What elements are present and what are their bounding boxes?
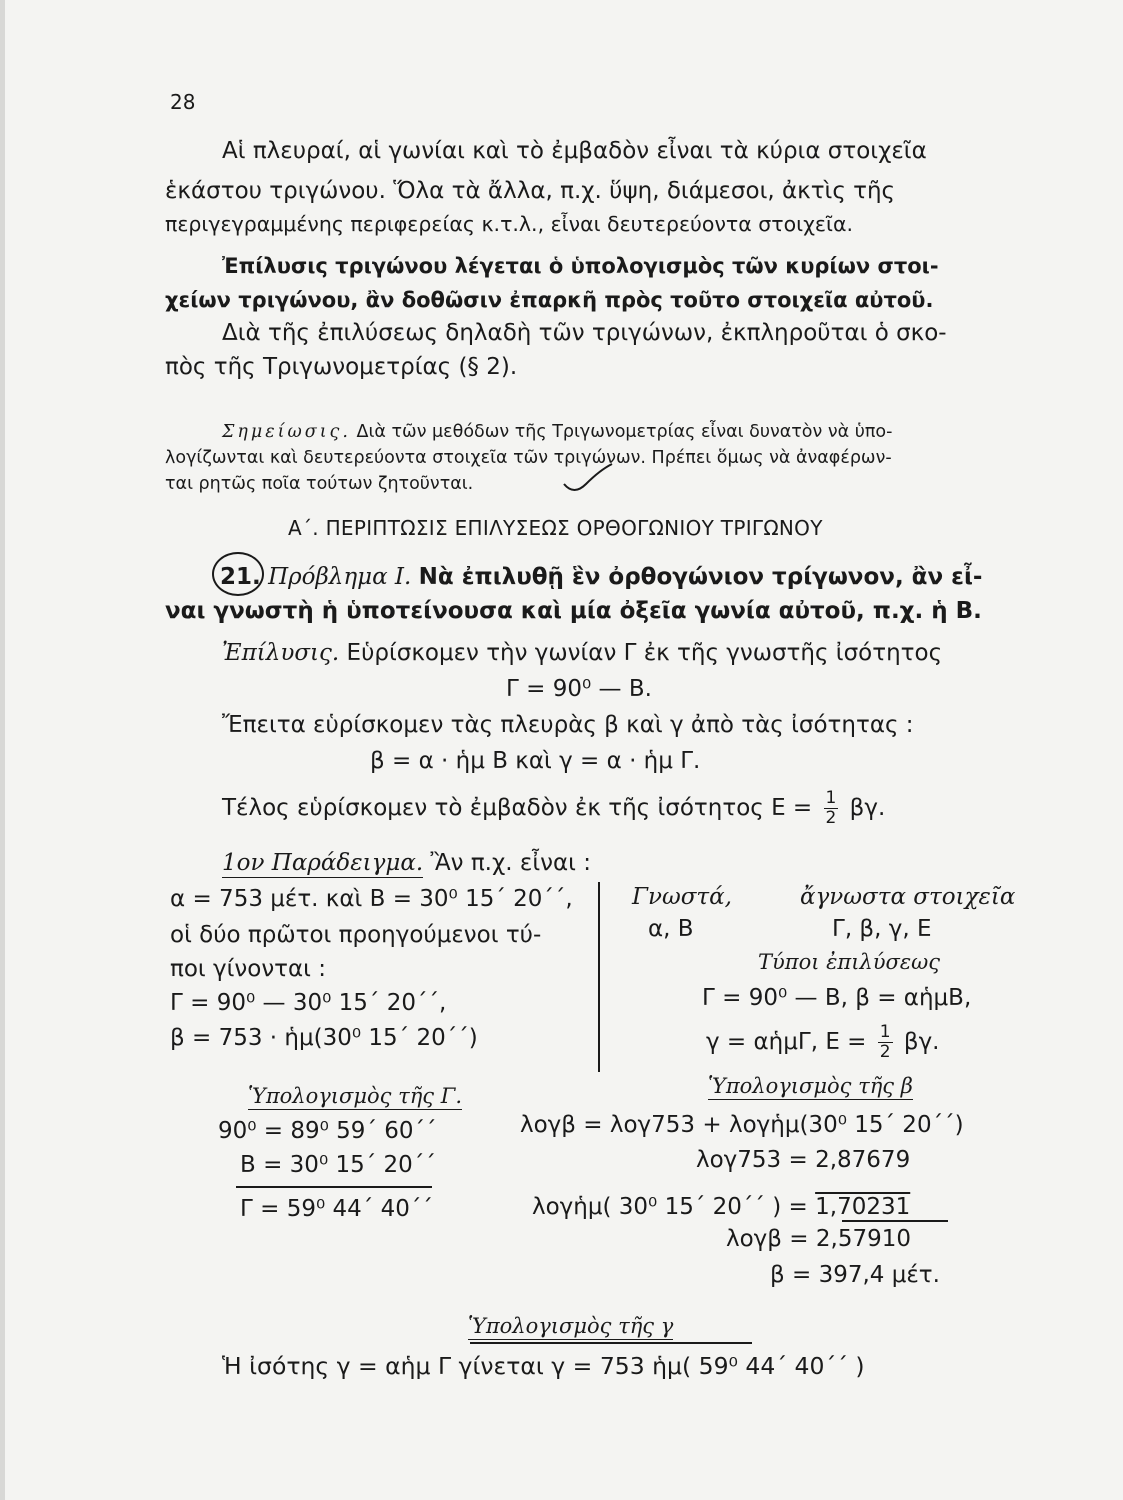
formula-2-text: γ = αἡμΓ, Ε =	[706, 1029, 867, 1055]
intro-line-2: ἑκάστου τριγώνου. Ὅλα τὰ ἄλλα, π.χ. ὕψη, διάμεσοι, ἀκτὶς τῆς	[165, 178, 896, 204]
area-tail: βγ.	[849, 795, 886, 821]
calc-beta-result: β = 397,4 μέτ.	[770, 1262, 940, 1288]
formula-2	[706, 1024, 940, 1061]
example-left-5: β = 753 · ἡμ(30⁰ 15΄ 20΄΄)	[170, 1025, 478, 1051]
solution-line-1	[222, 640, 942, 666]
area-fraction-denominator: 2	[825, 808, 837, 828]
section-heading: Α΄. ΠΕΡΙΠΤΩΣΙΣ ΕΠΙΛΥΣΕΩΣ ΟΡΘΟΓΩΝΙΟΥ ΤΡΙΓΩΝΟΥ	[288, 516, 823, 540]
note-line-2: λογίζωνται καὶ δευτερεύοντα στοιχεῖα τῶν τριγώνων. Πρέπει ὅμως νὰ ἀναφέρων-	[165, 448, 892, 468]
calc-beta-row-4-label: λογβ =	[726, 1226, 809, 1252]
calc-beta-row-3-label: λογἡμ( 30⁰ 15΄ 20΄΄ ) =	[532, 1194, 808, 1220]
problem-label: Πρόβλημα Ι.	[268, 564, 412, 590]
calc-beta-row-4	[726, 1226, 911, 1252]
calc-gamma-angle-row-3: Γ = 59⁰ 44΄ 40΄΄	[240, 1196, 433, 1222]
calc-gamma-angle-row-2: Β = 30⁰ 15΄ 20΄΄	[240, 1152, 436, 1178]
calc-beta-row-1: λογβ = λογ753 + λογἡμ(30⁰ 15΄ 20΄΄)	[520, 1112, 964, 1138]
example-header	[222, 850, 591, 876]
formula-2-denominator: 2	[879, 1042, 891, 1062]
calc-gamma-side-header-rule	[470, 1342, 752, 1344]
solution-line-3	[222, 790, 885, 827]
formulas-header: Τύποι ἐπιλύσεως	[758, 950, 940, 974]
formula-1: Γ = 90⁰ — Β, β = αἡμΒ,	[702, 985, 972, 1011]
calc-beta-sum-line	[842, 1220, 948, 1222]
purpose-line-1: Διὰ τῆς ἐπιλύσεως δηλαδὴ τῶν τριγώνων, ἐκπληροῦται ὁ σκο-	[222, 320, 947, 346]
note-text-1: Διὰ τῶν μεθόδων τῆς Τριγωνομετρίας εἶναι δυνατὸν νὰ ὑπο-	[356, 422, 893, 442]
equation-sides: β = α · ἡμ Β καὶ γ = α · ἡμ Γ.	[370, 748, 701, 774]
purpose-line-2: πὸς τῆς Τριγωνομετρίας (§ 2).	[165, 354, 518, 380]
calc-gamma-angle-row-1: 90⁰ = 89⁰ 59΄ 60΄΄	[218, 1118, 437, 1144]
calc-beta-row-3	[532, 1194, 910, 1220]
equation-gamma-angle: Γ = 90⁰ — Β.	[506, 676, 652, 702]
example-left-1: α = 753 μέτ. καὶ Β = 30⁰ 15΄ 20΄΄,	[170, 886, 573, 912]
known-values: α, Β	[648, 916, 694, 942]
example-left-2: οἱ δύο πρῶτοι προηγούμενοι τύ-	[170, 922, 542, 948]
solution-line-2: Ἔπειτα εὑρίσκομεν τὰς πλευρὰς β καὶ γ ἀπὸ τὰς ἰσότητας :	[222, 712, 914, 738]
formula-2-tail: βγ.	[903, 1029, 940, 1055]
page-edge-shadow	[0, 0, 5, 1500]
problem-text-1: Νὰ ἐπιλυθῇ ἓν ὀρθογώνιον τρίγωνον, ἂν εἶ-	[418, 564, 983, 590]
example-label-tail: Ἂν π.χ. εἶναι :	[430, 850, 591, 876]
note-line-1	[222, 422, 892, 442]
intro-line-3: περιγεγραμμένης περιφερείας κ.τ.λ., εἶναι δευτερεύοντα στοιχεῖα.	[165, 212, 853, 236]
calc-gamma-side-line: Ἡ ἰσότης γ = αἡμ Γ γίνεται γ = 753 ἡμ( 59⁰ 44΄ 40΄΄ )	[222, 1352, 865, 1380]
intro-line-1: Αἱ πλευραί, αἱ γωνίαι καὶ τὸ ἐμβαδὸν εἶναι τὰ κύρια στοιχεῖα	[222, 138, 927, 164]
problem-number: 21.	[220, 564, 261, 590]
page-number: 28	[170, 90, 196, 114]
area-fraction-numerator: 1	[825, 788, 837, 808]
problem-line-2: ναι γνωστὴ ἡ ὑποτείνουσα καὶ μία ὀξεῖα γωνία αὐτοῦ, π.χ. ἡ Β.	[165, 598, 982, 624]
definition-line-1: Ἐπίλυσις τριγώνου λέγεται ὁ ὑπολογισμὸς τῶν κυρίων στοι-	[222, 254, 939, 278]
note-label: Σημείωσις.	[222, 422, 351, 442]
unknown-values: Γ, β, γ, Ε	[832, 916, 932, 942]
area-fraction	[824, 790, 839, 827]
example-column-divider	[598, 882, 600, 1072]
known-header: Γνωστά,	[632, 884, 732, 910]
area-text: Τέλος εὑρίσκομεν τὸ ἐμβαδὸν ἐκ τῆς ἰσότητος Ε =	[222, 795, 813, 821]
calc-gamma-side-header: Ὑπολογισμὸς τῆς γ	[468, 1314, 674, 1338]
calc-beta-header: Ὑπολογισμὸς τῆς β	[708, 1074, 913, 1098]
handwritten-check-icon	[560, 462, 620, 494]
calc-beta-row-3-value: 1,70231	[815, 1194, 911, 1220]
solution-label: Ἐπίλυσις.	[222, 640, 340, 666]
formula-2-numerator: 1	[879, 1022, 891, 1042]
solution-text-1: Εὑρίσκομεν τὴν γωνίαν Γ ἐκ τῆς γνωστῆς ἰσότητος	[346, 640, 943, 666]
calc-gamma-angle-sum-line	[236, 1186, 432, 1188]
note-line-3: ται ρητῶς ποῖα τούτων ζητοῦνται.	[165, 474, 474, 494]
formula-2-fraction	[878, 1024, 893, 1061]
calc-beta-row-4-value: 2,57910	[815, 1226, 911, 1252]
calc-gamma-angle-header: Ὑπολογισμὸς τῆς Γ.	[248, 1084, 462, 1108]
unknown-header: ἄγνωστα στοιχεῖα	[800, 884, 1016, 910]
example-label: 1ον Παράδειγμα.	[222, 850, 424, 876]
definition-line-2: χείων τριγώνου, ἂν δοθῶσιν ἐπαρκῆ πρὸς τοῦτο στοιχεῖα αὐτοῦ.	[165, 288, 934, 312]
problem-line-1	[220, 564, 982, 590]
example-left-4: Γ = 90⁰ — 30⁰ 15΄ 20΄΄,	[170, 990, 447, 1016]
example-left-3: ποι γίνονται :	[170, 956, 327, 982]
calc-beta-row-2: λογ753 = 2,87679	[696, 1147, 911, 1173]
